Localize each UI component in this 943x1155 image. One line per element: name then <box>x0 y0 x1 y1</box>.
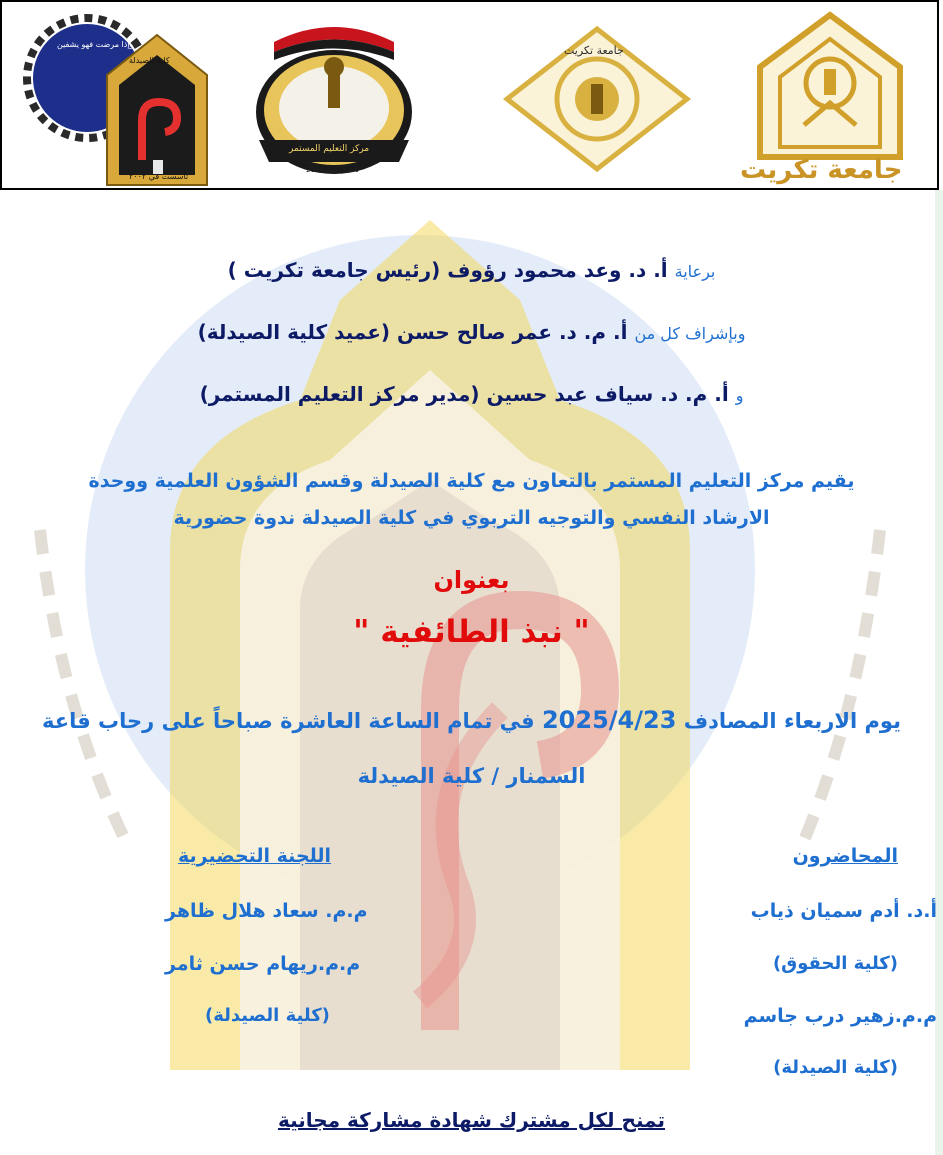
event-date: 2025/4/23 <box>541 706 677 734</box>
committee-member-2: م.م.ريهام حسن ثامر <box>165 953 361 975</box>
tikrit-university-seal: جامعة تكريت <box>502 24 692 174</box>
continuing-education-center-logo: مركز التعليم المستمر تأسس سنة 2004 <box>244 12 424 187</box>
tikrit-university-logo: جامعة تكريت <box>720 7 940 187</box>
logo-header <box>0 0 939 190</box>
supervision-line-2 <box>0 382 943 406</box>
lecturers-heading: المحاضرون <box>792 845 898 867</box>
lecturer-2-name: م.م.زهير درب جاسم <box>743 1005 937 1027</box>
supervision-line <box>0 320 943 344</box>
supervisor-1: أ. م. د. عمر صالح حسن (عميد كلية الصيدلة) <box>197 320 628 344</box>
intro-line-2: الارشاد النفسي والتوجيه التربوي في كلية الصيدلة ندوة حضورية <box>173 507 770 529</box>
intro-line-1: يقيم مركز التعليم المستمر بالتعاون مع كلية الصيدلة وقسم الشؤون العلمية ووحدة <box>88 470 855 492</box>
committee-affiliation: (كلية الصيدلة) <box>205 1005 330 1026</box>
pharmacy-college-logo: وإذا مرضت فهو يشفين كلية الصيدلة تأسست في ٢٠٠٢ <box>17 10 227 188</box>
event-time-place: في تمام الساعة العاشرة صباحاً على رحاب قاعة <box>42 709 535 733</box>
supervision-label: وبإشراف كل من <box>634 324 746 343</box>
lecturer-1-affiliation: (كلية الحقوق) <box>772 953 898 974</box>
event-line-1 <box>0 706 943 734</box>
committee-heading: اللجنة التحضيرية <box>178 845 332 867</box>
seminar-title: " نبذ الطائفية " <box>353 614 590 650</box>
event-prefix: يوم الاربعاء المصادف <box>683 709 901 733</box>
patronage-label: برعاية <box>674 262 716 281</box>
supervisor-2: أ. م. د. سياف عبد حسين (مدير مركز التعليم المستمر) <box>199 382 729 406</box>
certificate-note: تمنح لكل مشترك شهادة مشاركة مجانية <box>277 1108 666 1132</box>
lecturer-1-name: أ.د. أدم سميان ذياب <box>750 900 937 922</box>
patronage-line <box>0 258 943 282</box>
title-label: بعنوان <box>433 566 510 594</box>
committee-member-1: م.م. سعاد هلال ظاهر <box>165 900 368 922</box>
patronage-name: أ. د. وعد محمود رؤوف (رئيس جامعة تكريت ) <box>227 258 668 282</box>
supervisor-2-prefix: و <box>735 386 744 405</box>
lecturer-2-affiliation: (كلية الصيدلة) <box>773 1057 898 1078</box>
event-line-2: السمنار / كلية الصيدلة <box>357 764 586 788</box>
